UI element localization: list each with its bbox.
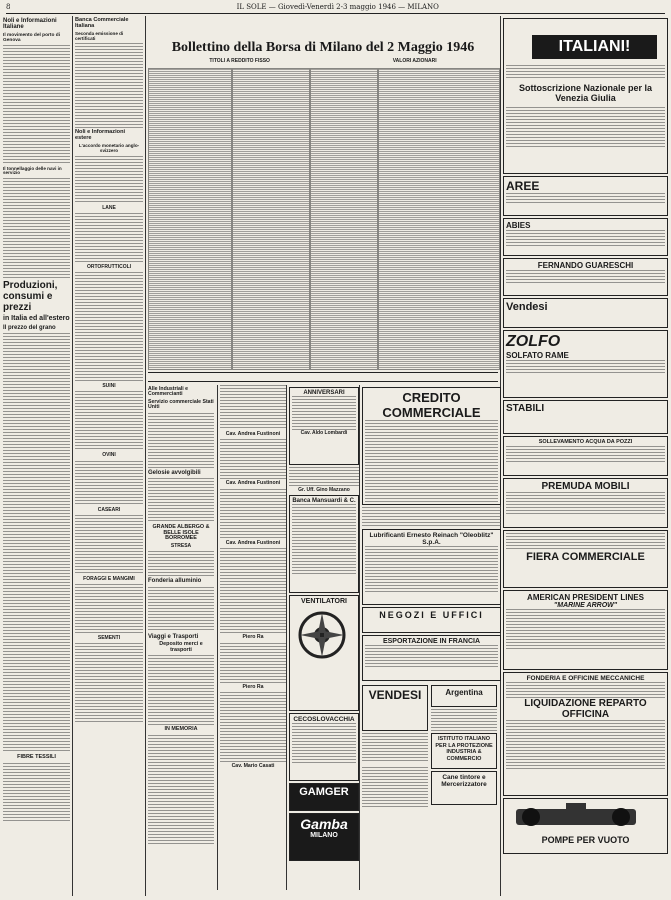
section-head: CASEARI (97, 506, 121, 513)
subheadline: in Italia ed all'estero (3, 315, 70, 323)
american-title: AMERICAN PRESIDENT LINES (527, 593, 644, 602)
ad-text (362, 767, 428, 807)
article-text (148, 413, 214, 468)
reinach-title: Lubrificanti Ernesto Reinach "Oleoblitz" S.p.A. (369, 532, 494, 546)
article-text (75, 43, 143, 128)
bourse-table-3 (310, 68, 378, 370)
bourse-table-1 (148, 68, 232, 370)
page-number: 8 (6, 3, 11, 11)
ad-text (431, 709, 497, 731)
article-text (220, 439, 286, 479)
headline: Viaggi e Trasporti (148, 633, 199, 640)
article-text (220, 692, 286, 762)
subheadline: Il tonnellaggio delle navi in servizio (3, 165, 62, 176)
aree-ad (503, 176, 668, 216)
article-text (3, 45, 70, 165)
pompe-ad (503, 798, 668, 854)
equities-head: VALORI AZIONARI (392, 58, 437, 64)
ad-text (506, 360, 665, 374)
bourse-footer-rule (148, 372, 498, 382)
notice-text (292, 396, 356, 430)
guareschi-ad (503, 258, 668, 296)
stabili-ad (503, 400, 668, 434)
article-text (220, 643, 286, 683)
center-column-b (217, 385, 286, 890)
pump-icon (506, 801, 656, 831)
ad-text (506, 609, 665, 651)
argentina-ad (431, 685, 497, 707)
section-head: SUINI (102, 383, 116, 390)
credito-ad (362, 387, 501, 505)
ad-text (292, 504, 356, 574)
section-head: FORAGGI E MANGIMI (83, 575, 135, 582)
column-rule (145, 16, 146, 896)
section-head: OVINI (102, 452, 116, 459)
column-1 (3, 16, 70, 896)
ad-text (365, 546, 498, 594)
istituto-title: ISTITUTO ITALIANO PER LA PROTEZIONE INDUSTRIA & COMMERCIO (435, 736, 493, 762)
headline: Noli e Informazioni Italiane (3, 18, 57, 31)
headline: Gelosie avvolgibili (148, 469, 201, 476)
fonderia-ad (503, 672, 668, 796)
article-text (75, 515, 143, 575)
istituto-ad (431, 733, 497, 769)
obituary-name: Cav. Andrea Fustinoni (225, 539, 281, 546)
fan-ad (289, 595, 359, 711)
article-text (75, 156, 143, 204)
vendesi-ad (362, 685, 428, 731)
bank-ad (289, 495, 359, 593)
vendesi-right-title: Vendesi (506, 301, 548, 313)
center-column-d (359, 385, 501, 890)
gamba-city: MILANO (310, 832, 338, 839)
solfato-title: SOLFATO RAME (506, 351, 569, 360)
article-text (289, 467, 359, 487)
acqua-title: SOLLEVAMENTO ACQUA DA POZZI (538, 439, 633, 445)
ad-text (506, 107, 665, 147)
headline: Banca Commerciale Italiana (75, 17, 129, 29)
ad-text (506, 492, 665, 514)
article-text (148, 655, 214, 725)
vendesi-title: VENDESI (368, 688, 422, 702)
article-text (75, 584, 143, 634)
article-text (3, 763, 70, 823)
bourse-table-2 (232, 68, 310, 370)
notice-head: ANNIVERSARI (303, 390, 345, 396)
acqua-ad (503, 436, 668, 476)
premuda-ad (503, 478, 668, 528)
fiera-title: FIERA COMMERCIALE (526, 551, 645, 563)
zolfo-ad (503, 330, 668, 398)
headline: Alle Industriali e Commercianti (148, 386, 189, 398)
stabili-title: STABILI (506, 403, 545, 414)
reinach-ad (362, 529, 501, 605)
ad-text (365, 420, 498, 505)
article-text (148, 551, 214, 576)
running-head (6, 2, 665, 14)
argentina-title: Argentina (445, 688, 483, 697)
headline: Servizio commerciale Stati Uniti (148, 398, 214, 411)
aree-title: AREE (506, 179, 540, 193)
masthead-line: IL SOLE — Giovedì-Venerdì 2-3 maggio 1946 — MILANO (236, 3, 439, 11)
pompe-title: POMPE PER VUOTO (541, 835, 630, 845)
article-text (75, 461, 143, 506)
marine-arrow-title: "MARINE ARROW" (553, 602, 618, 609)
ad-text (506, 446, 665, 462)
czech-ad (289, 713, 359, 781)
notice-name: Cav. Aldo Lombardi (300, 430, 348, 436)
article-text (75, 272, 143, 382)
subheadline: L'accordo monetario anglo-svizzero (78, 143, 140, 153)
section-head: LANE (102, 204, 116, 211)
bourse-table-4 (378, 68, 500, 370)
italiani-ad (503, 18, 668, 174)
ad-text (506, 720, 665, 770)
ad-text (292, 723, 356, 765)
gamger-name: GAMGER (299, 786, 349, 798)
subheadline: Deposito merci e trasporti (159, 640, 203, 653)
gamba-ad (289, 813, 359, 861)
article-text (220, 385, 286, 430)
subheadline: Seconda emissione di certificati (75, 30, 124, 41)
liquidazione-title: LIQUIDAZIONE REPARTO OFFICINA (524, 698, 647, 720)
headline: GRANDE ALBERGO & BELLE ISOLE BORROMEE (152, 524, 210, 542)
obituary-name: Cav. Mario Casati (231, 763, 275, 770)
premuda-title: PREMUDA MOBILI (541, 481, 630, 492)
right-ad-column (503, 16, 668, 900)
francia-title: ESPORTAZIONE IN FRANCIA (382, 638, 481, 645)
section-head: ORTOFRUTTICOLI (86, 263, 132, 270)
ad-text (362, 733, 428, 763)
article-text (75, 391, 143, 451)
article-text (220, 548, 286, 633)
article-text (362, 507, 501, 527)
sottoscrizione-title: Sottoscrizione Nazionale per la Venezia Giulia (518, 83, 653, 103)
bank-name: Banca Mansuardi & C. (292, 498, 356, 504)
ad-text (506, 682, 665, 698)
article-text (148, 735, 214, 845)
subheadline: STRESA (170, 543, 192, 550)
fiera-ad (503, 530, 668, 588)
section-head: SEMENTI (97, 635, 121, 642)
article-text (3, 178, 70, 278)
headline: IN MEMORIA (164, 726, 198, 733)
ad-stack-right (431, 683, 497, 807)
article-text (3, 333, 70, 753)
ad-text (365, 645, 498, 669)
article-text (220, 489, 286, 539)
headline: Fonderia alluminio (148, 578, 202, 585)
center-column-c (286, 385, 359, 890)
obituary-name: Piero Ra (242, 634, 264, 641)
obituary-name: Cav. Andrea Fustinoni (225, 431, 281, 437)
article-text (148, 587, 214, 632)
bourse-title: Bollettino della Borsa di Milano del 2 Maggio 1946 (171, 40, 475, 55)
credito-title: CREDITO COMMERCIALE (382, 390, 481, 420)
abies-title: ABIES (506, 221, 531, 230)
column-2 (75, 16, 143, 896)
fan-head: VENTILATORI (300, 598, 348, 605)
gamger-ad (289, 783, 359, 811)
negozi-ad (362, 607, 501, 633)
obituary-name: Piero Ra (242, 683, 264, 690)
negozi-title: NEGOZI E UFFICI (379, 610, 484, 620)
headline: FIBRE TESSILI (17, 753, 56, 760)
vendesi-right-ad (503, 298, 668, 328)
guareschi-title: FERNANDO GUARESCHI (537, 261, 634, 270)
fonderia-title: FONDERIA E OFFICINE MECCANICHE (526, 675, 645, 682)
obituary-name: Cav. Andrea Fustinoni (225, 480, 281, 487)
ad-text (506, 270, 665, 284)
ad-text (506, 533, 665, 551)
american-lines-ad (503, 590, 668, 670)
center-column-a (148, 385, 214, 890)
article-text (148, 478, 214, 523)
ad-text (506, 193, 665, 205)
italiani-banner: ITALIANI! (532, 35, 657, 59)
abies-ad (503, 218, 668, 256)
gamba-logo: Gamba (300, 816, 348, 832)
zolfo-title: ZOLFO (506, 333, 561, 350)
ad-text (506, 65, 665, 79)
bourse-section-heads (148, 58, 498, 66)
subheadline: Il movimento del porto di Genova (3, 32, 61, 43)
headline: Noli e Informazioni estere (75, 129, 126, 142)
fixed-income-head: TITOLI A REDDITO FISSO (209, 58, 270, 64)
tintore-ad (431, 771, 497, 805)
bottom-ad-row (362, 683, 501, 807)
francia-ad (362, 635, 501, 681)
column-rule (72, 16, 73, 896)
headline: Produzioni, consumi e prezzi (3, 280, 58, 314)
anniversary-notice (289, 387, 359, 465)
ad-stack-left (362, 683, 428, 807)
article-text (75, 643, 143, 723)
article-text (75, 213, 143, 263)
tintore-title: Cane tintore e Mercerizzatore (441, 774, 487, 788)
fan-icon (292, 605, 352, 665)
ad-text (506, 230, 665, 246)
headline: Il prezzo del grano (3, 324, 56, 331)
notice-name: Gr. Uff. Gino Mazzano (298, 487, 350, 493)
czech-head: CECOSLOVACCHIA (293, 716, 355, 723)
